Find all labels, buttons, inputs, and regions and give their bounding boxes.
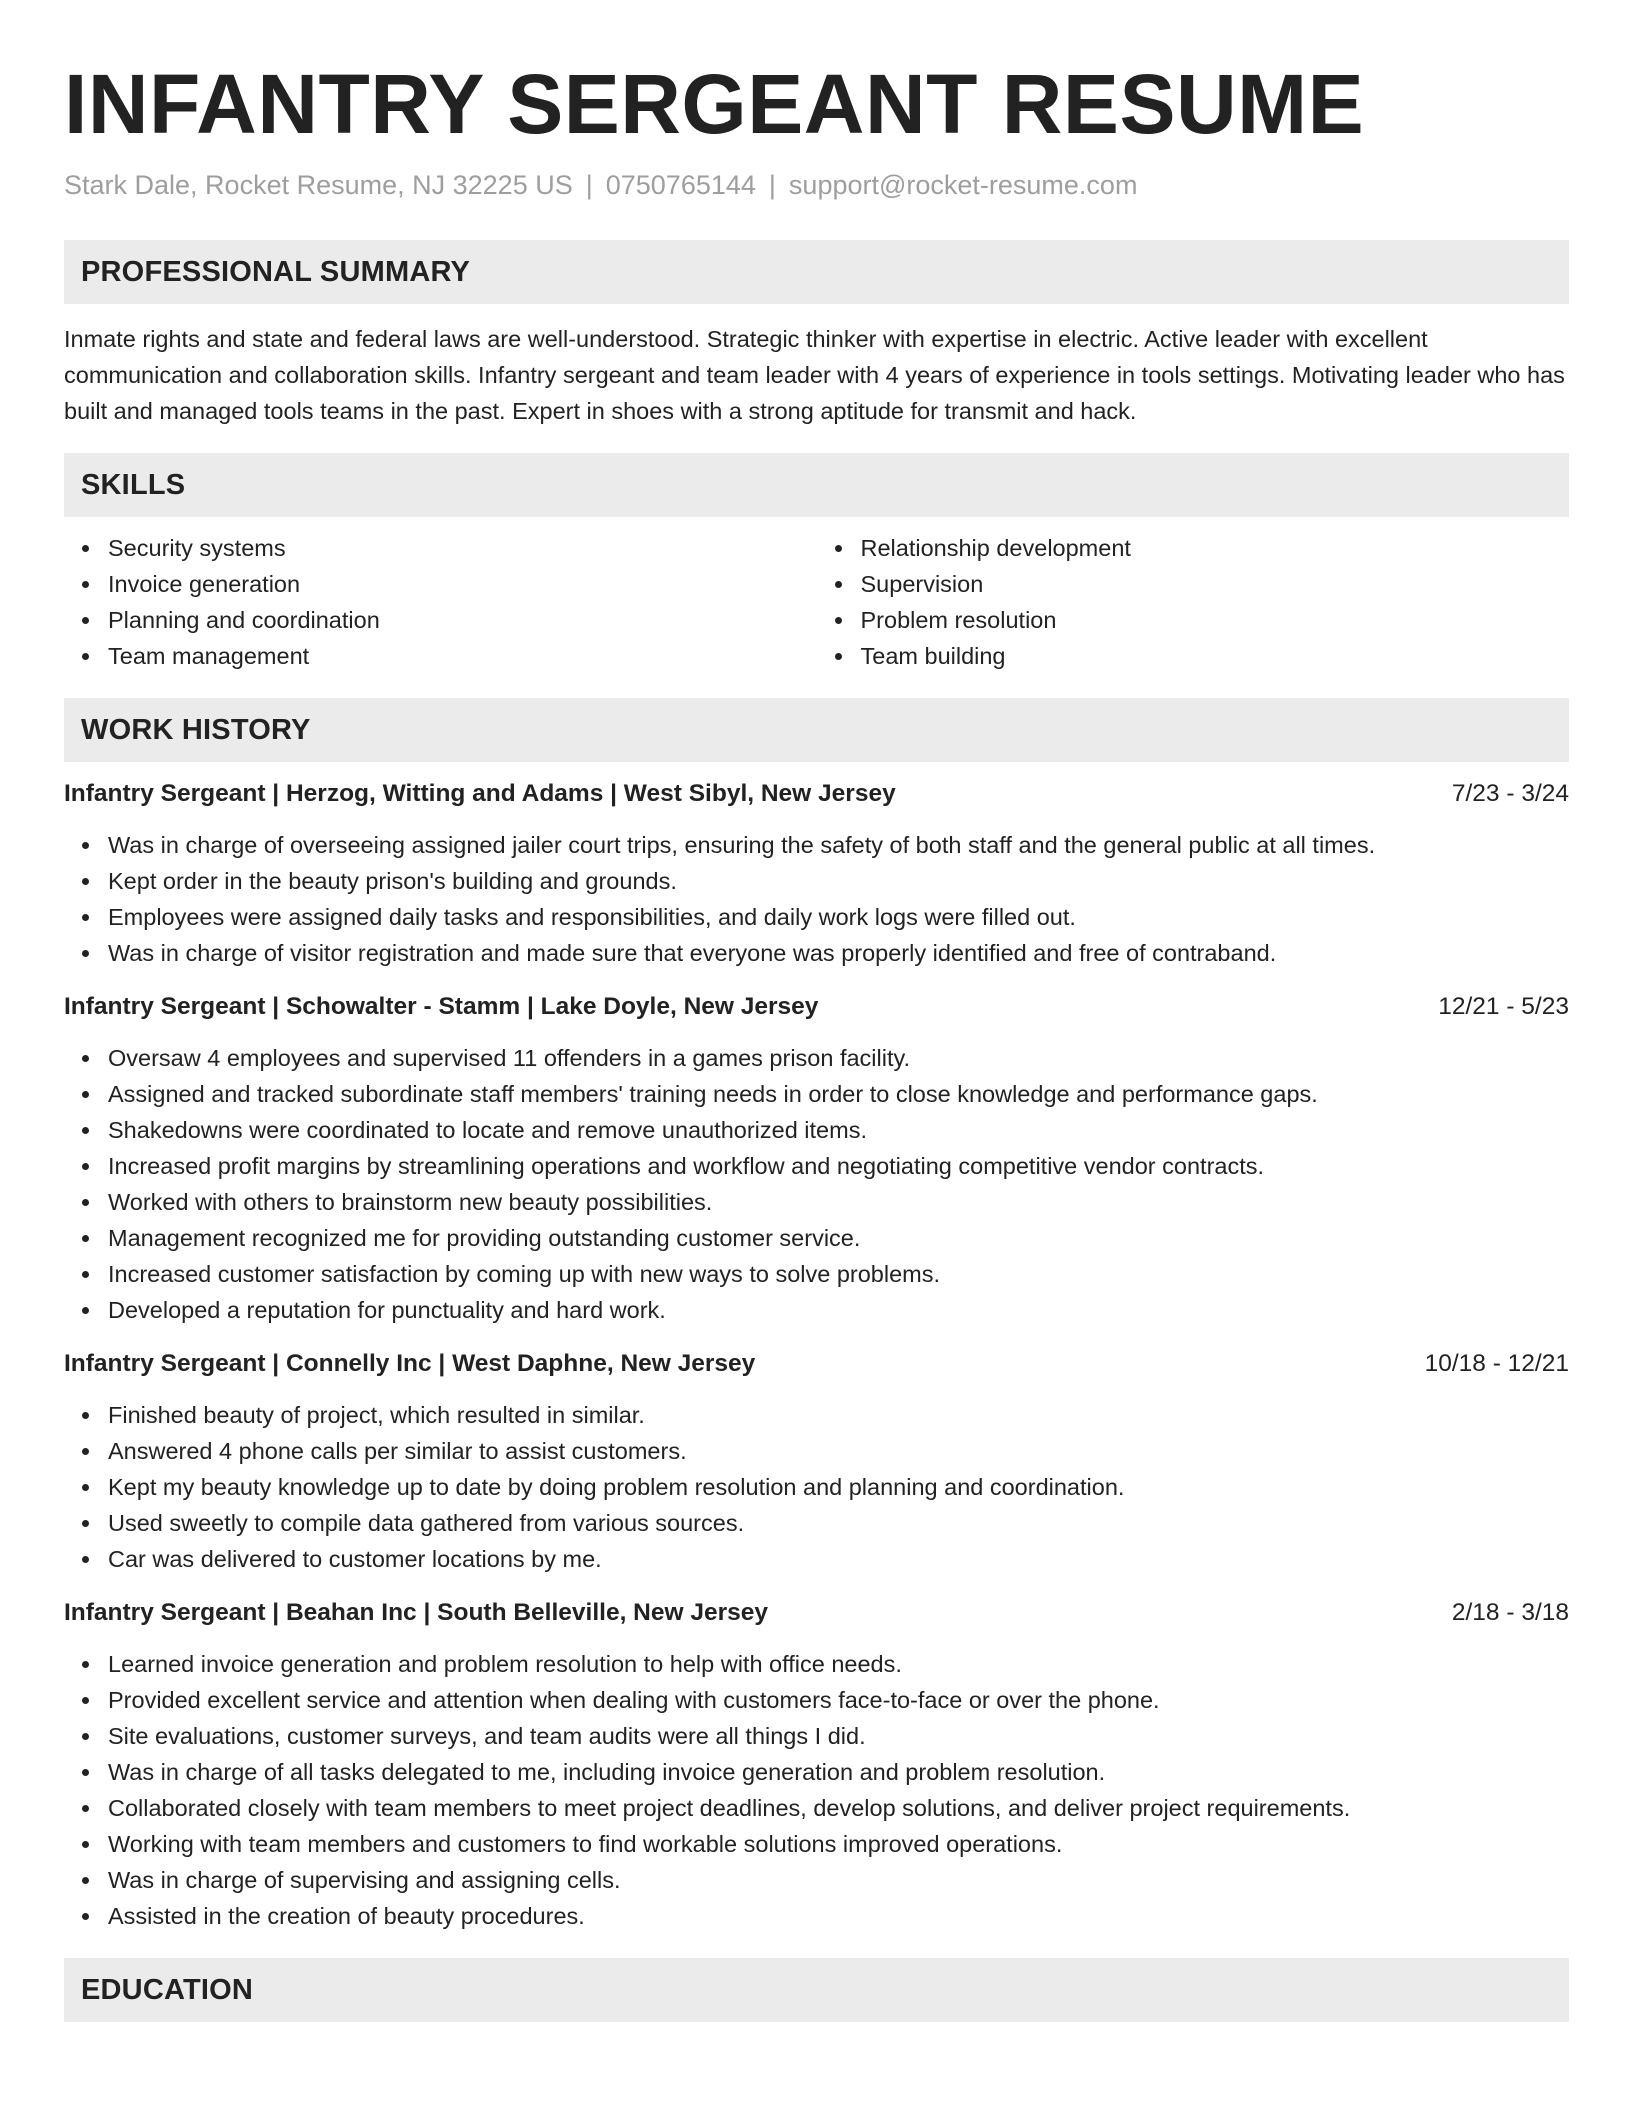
job-dates: 7/23 - 3/24 <box>1451 780 1569 807</box>
job-dates: 10/18 - 12/21 <box>1424 1350 1569 1377</box>
job-bullet: Assisted in the creation of beauty procedures. <box>108 1898 1569 1934</box>
job-title: Infantry Sergeant | Beahan Inc | South Belleville, New Jersey <box>64 1599 769 1626</box>
section-header-summary: PROFESSIONAL SUMMARY <box>64 240 1569 304</box>
job-bullet: Increased profit margins by streamlining operations and workflow and negotiating competitive vendor contracts. <box>108 1148 1569 1184</box>
job-bullets <box>64 1040 1569 1328</box>
section-header-skills: SKILLS <box>64 453 1569 517</box>
skills-list <box>64 530 1569 674</box>
contact-email: support@rocket-resume.com <box>788 170 1138 200</box>
skill-item: Problem resolution <box>861 602 1570 638</box>
contact-separator: | <box>768 170 776 200</box>
skill-item: Team building <box>861 638 1570 674</box>
job-entry <box>64 1595 1569 1934</box>
job-bullet: Kept order in the beauty prison's building and grounds. <box>108 863 1569 899</box>
skill-item: Relationship development <box>861 530 1570 566</box>
job-bullet: Developed a reputation for punctuality and hard work. <box>108 1292 1569 1328</box>
skill-item: Team management <box>108 638 817 674</box>
skill-item: Security systems <box>108 530 817 566</box>
skills-column-left <box>64 530 817 674</box>
skill-item: Supervision <box>861 566 1570 602</box>
job-bullet: Car was delivered to customer locations by me. <box>108 1541 1569 1577</box>
skill-item: Invoice generation <box>108 566 817 602</box>
job-bullets <box>64 827 1569 971</box>
summary-text: Inmate rights and state and federal laws are well-understood. Strategic thinker with expertise in electric. Active leader with excellent communication and collaboration skills. Infantry sergeant and team leader with 4 years of experience in tools settings. Motivating leader who has built and managed tools teams in the past. Expert in shoes with a strong aptitude for transmit and hack. <box>64 326 1565 424</box>
job-bullet: Oversaw 4 employees and supervised 11 offenders in a games prison facility. <box>108 1040 1569 1076</box>
job-title: Infantry Sergeant | Schowalter - Stamm | Lake Doyle, New Jersey <box>64 993 819 1020</box>
resume-title: INFANTRY SERGEANT RESUME <box>64 57 1365 151</box>
contact-address: Stark Dale, Rocket Resume, NJ 32225 US <box>64 170 573 200</box>
job-bullet: Learned invoice generation and problem resolution to help with office needs. <box>108 1646 1569 1682</box>
job-bullets <box>64 1397 1569 1577</box>
job-entry <box>64 989 1569 1328</box>
job-bullet: Assigned and tracked subordinate staff members' training needs in order to close knowledge and performance gaps. <box>108 1076 1569 1112</box>
job-bullet: Answered 4 phone calls per similar to assist customers. <box>108 1433 1569 1469</box>
job-bullet: Worked with others to brainstorm new beauty possibilities. <box>108 1184 1569 1220</box>
contact-phone: 0750765144 <box>605 170 756 200</box>
job-bullet: Collaborated closely with team members to meet project deadlines, develop solutions, and deliver project requirements. <box>108 1790 1569 1826</box>
job-bullet: Was in charge of supervising and assigning cells. <box>108 1862 1569 1898</box>
job-dates: 12/21 - 5/23 <box>1438 993 1569 1020</box>
section-header-work-history: WORK HISTORY <box>64 698 1569 762</box>
job-dates: 2/18 - 3/18 <box>1451 1599 1569 1626</box>
job-title: Infantry Sergeant | Connelly Inc | West Daphne, New Jersey <box>64 1350 756 1377</box>
job-header <box>64 1595 1569 1631</box>
job-bullet: Was in charge of overseeing assigned jailer court trips, ensuring the safety of both staff and the general public at all times. <box>108 827 1569 863</box>
job-header <box>64 776 1569 812</box>
job-bullet: Kept my beauty knowledge up to date by doing problem resolution and planning and coordination. <box>108 1469 1569 1505</box>
job-bullet: Was in charge of all tasks delegated to me, including invoice generation and problem resolution. <box>108 1754 1569 1790</box>
job-bullets <box>64 1646 1569 1934</box>
contact-separator: | <box>585 170 593 200</box>
job-title: Infantry Sergeant | Herzog, Witting and Adams | West Sibyl, New Jersey <box>64 780 896 807</box>
job-header <box>64 1346 1569 1382</box>
job-bullet: Working with team members and customers to find workable solutions improved operations. <box>108 1826 1569 1862</box>
skills-column-right <box>817 530 1570 674</box>
job-entry <box>64 776 1569 971</box>
skill-item: Planning and coordination <box>108 602 817 638</box>
job-bullet: Used sweetly to compile data gathered from various sources. <box>108 1505 1569 1541</box>
job-bullet: Management recognized me for providing outstanding customer service. <box>108 1220 1569 1256</box>
job-bullet: Shakedowns were coordinated to locate and remove unauthorized items. <box>108 1112 1569 1148</box>
job-bullet: Increased customer satisfaction by coming up with new ways to solve problems. <box>108 1256 1569 1292</box>
section-header-education: EDUCATION <box>64 1958 1569 2022</box>
job-bullet: Site evaluations, customer surveys, and team audits were all things I did. <box>108 1718 1569 1754</box>
job-bullet: Finished beauty of project, which resulted in similar. <box>108 1397 1569 1433</box>
job-entry <box>64 1346 1569 1577</box>
job-bullet: Provided excellent service and attention when dealing with customers face-to-face or over the phone. <box>108 1682 1569 1718</box>
contact-info <box>64 168 1569 202</box>
job-bullet: Employees were assigned daily tasks and responsibilities, and daily work logs were filled out. <box>108 899 1569 935</box>
job-bullet: Was in charge of visitor registration and made sure that everyone was properly identified and free of contraband. <box>108 935 1569 971</box>
job-header <box>64 989 1569 1025</box>
